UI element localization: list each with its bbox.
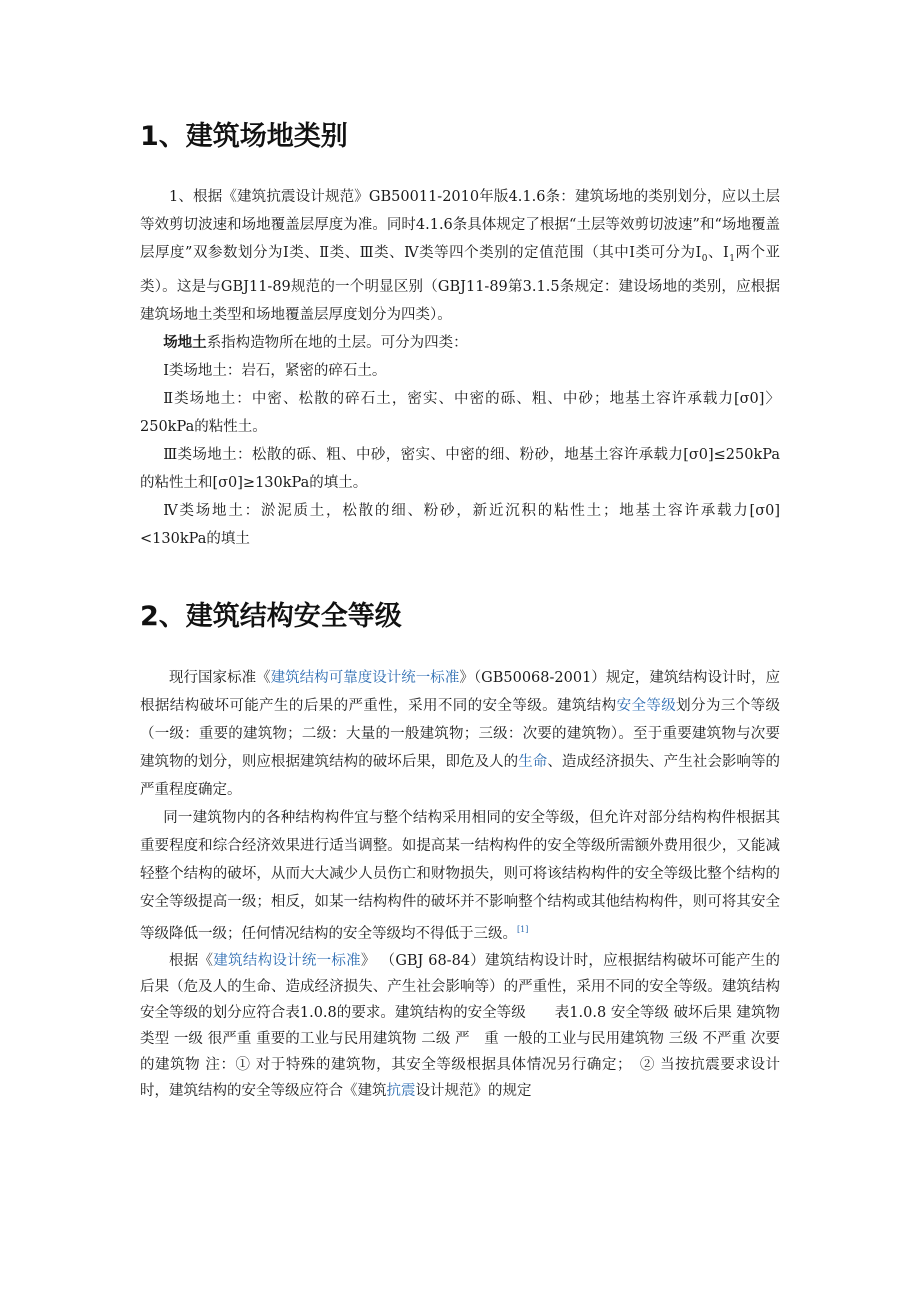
site-soil-definition: 场地土系指构造物所在地的土层。可分为四类：: [163, 333, 468, 351]
section-1-heading: 1、建筑场地类别: [140, 121, 348, 152]
link-seismic[interactable]: 抗震: [386, 1082, 416, 1099]
section-2-paragraph-3: 根据《建筑结构设计统一标准》 （GBJ 68-84）建筑结构设计时，应根据结构破坏可能产生的后果（危及人的生命、造成经济损失、产生社会影响等）的严重性，采用不同的安全等级。建筑结构安全等级的划分应符合表1.0.8的要求。建筑结构的安全等级 表1.0.8 安全等级 破坏后果 建筑物类型 一级 很严重 重要的工业与民用建筑物 二级 严 重 一般的工业与民用建筑物 三级 不严重 次要的建筑物 注：① 对于特殊的建筑物，其安全等级根据具体情况另行确定； ② 当按抗震要求设计时，建筑结构的安全等级应符合《建筑抗震设计规范》的规定: [140, 952, 781, 1099]
footnote-ref[interactable]: [1]: [517, 925, 529, 934]
section-2-paragraph-2: 同一建筑物内的各种结构构件宜与整个结构采用相同的安全等级，但允许对部分结构构件根据其重要程度和综合经济效果进行适当调整。如提高某一结构构件的安全等级所需额外费用很少，又能减轻整个结构的破坏，从而大大减少人员伤亡和财物损失，则可将该结构构件的安全等级比整个结构的安全等级提高一级；相反，如某一结构构件的破坏并不影响整个结构或其他结构构件，则可将其安全等级降低一级；任何情况结构的安全等级均不得低于三级。[1]: [140, 810, 780, 942]
link-unified-standard[interactable]: 建筑结构设计统一标准: [213, 952, 361, 969]
soil-class-4: Ⅳ类场地土：淤泥质土，松散的细、粉砂，新近沉积的粘性土；地基土容许承载力[σ0]<130kPa的填土: [140, 502, 780, 547]
link-safety-grade[interactable]: 安全等级: [616, 698, 677, 714]
soil-class-2: Ⅱ类场地土：中密、松散的碎石土，密实、中密的砾、粗、中砂；地基土容许承载力[σ0]〉250kPa的粘性土。: [140, 390, 780, 435]
soil-class-3: Ⅲ类场地土：松散的砾、粗、中砂，密实、中密的细、粉砂，地基土容许承载力[σ0]≤250kPa的粘性土和[σ0]≥130kPa的填土。: [140, 446, 780, 491]
section-1-body: [140, 183, 780, 553]
section-1-paragraph: 1、根据《建筑抗震设计规范》GB50011-2010年版4.1.6条：建筑场地的类别划分，应以土层等效剪切波速和场地覆盖层厚度为准。同时4.1.6条具体规定了根据“土层等效剪切波速”和“场地覆盖层厚度”双参数划分为Ⅰ类、Ⅱ类、Ⅲ类、Ⅳ类等四个类别的定值范围（其中Ⅰ类可分为$Ⅰ_0$、$Ⅰ_1$两个亚类）。这是与GBJ11-89规范的一个明显区别（GBJ11-89第3.1.5条规定：建设场地的类别，应根据建筑场地土类型和场地覆盖层厚度划分为四类）。: [140, 189, 781, 323]
soil-class-1: Ⅰ类场地土：岩石，紧密的碎石土。: [163, 362, 387, 379]
link-reliability-standard[interactable]: 建筑结构可靠度设计统一标准: [270, 670, 460, 686]
link-life[interactable]: 生命: [518, 754, 548, 770]
section-2-body: [140, 664, 780, 1104]
section-2-paragraph-1: 现行国家标准《建筑结构可靠度设计统一标准》（GB50068-2001）规定，建筑结构设计时，应根据结构破坏可能产生的后果的严重性，采用不同的安全等级。建筑结构安全等级划分为三个等级（一级：重要的建筑物；二级：大量的一般建筑物；三级：次要的建筑物）。至于重要建筑物与次要建筑物的划分，则应根据建筑结构的破坏后果，即危及人的生命、造成经济损失、产生社会影响等的严重程度确定。: [140, 670, 781, 798]
section-2-heading: 2、建筑结构安全等级: [140, 601, 402, 632]
